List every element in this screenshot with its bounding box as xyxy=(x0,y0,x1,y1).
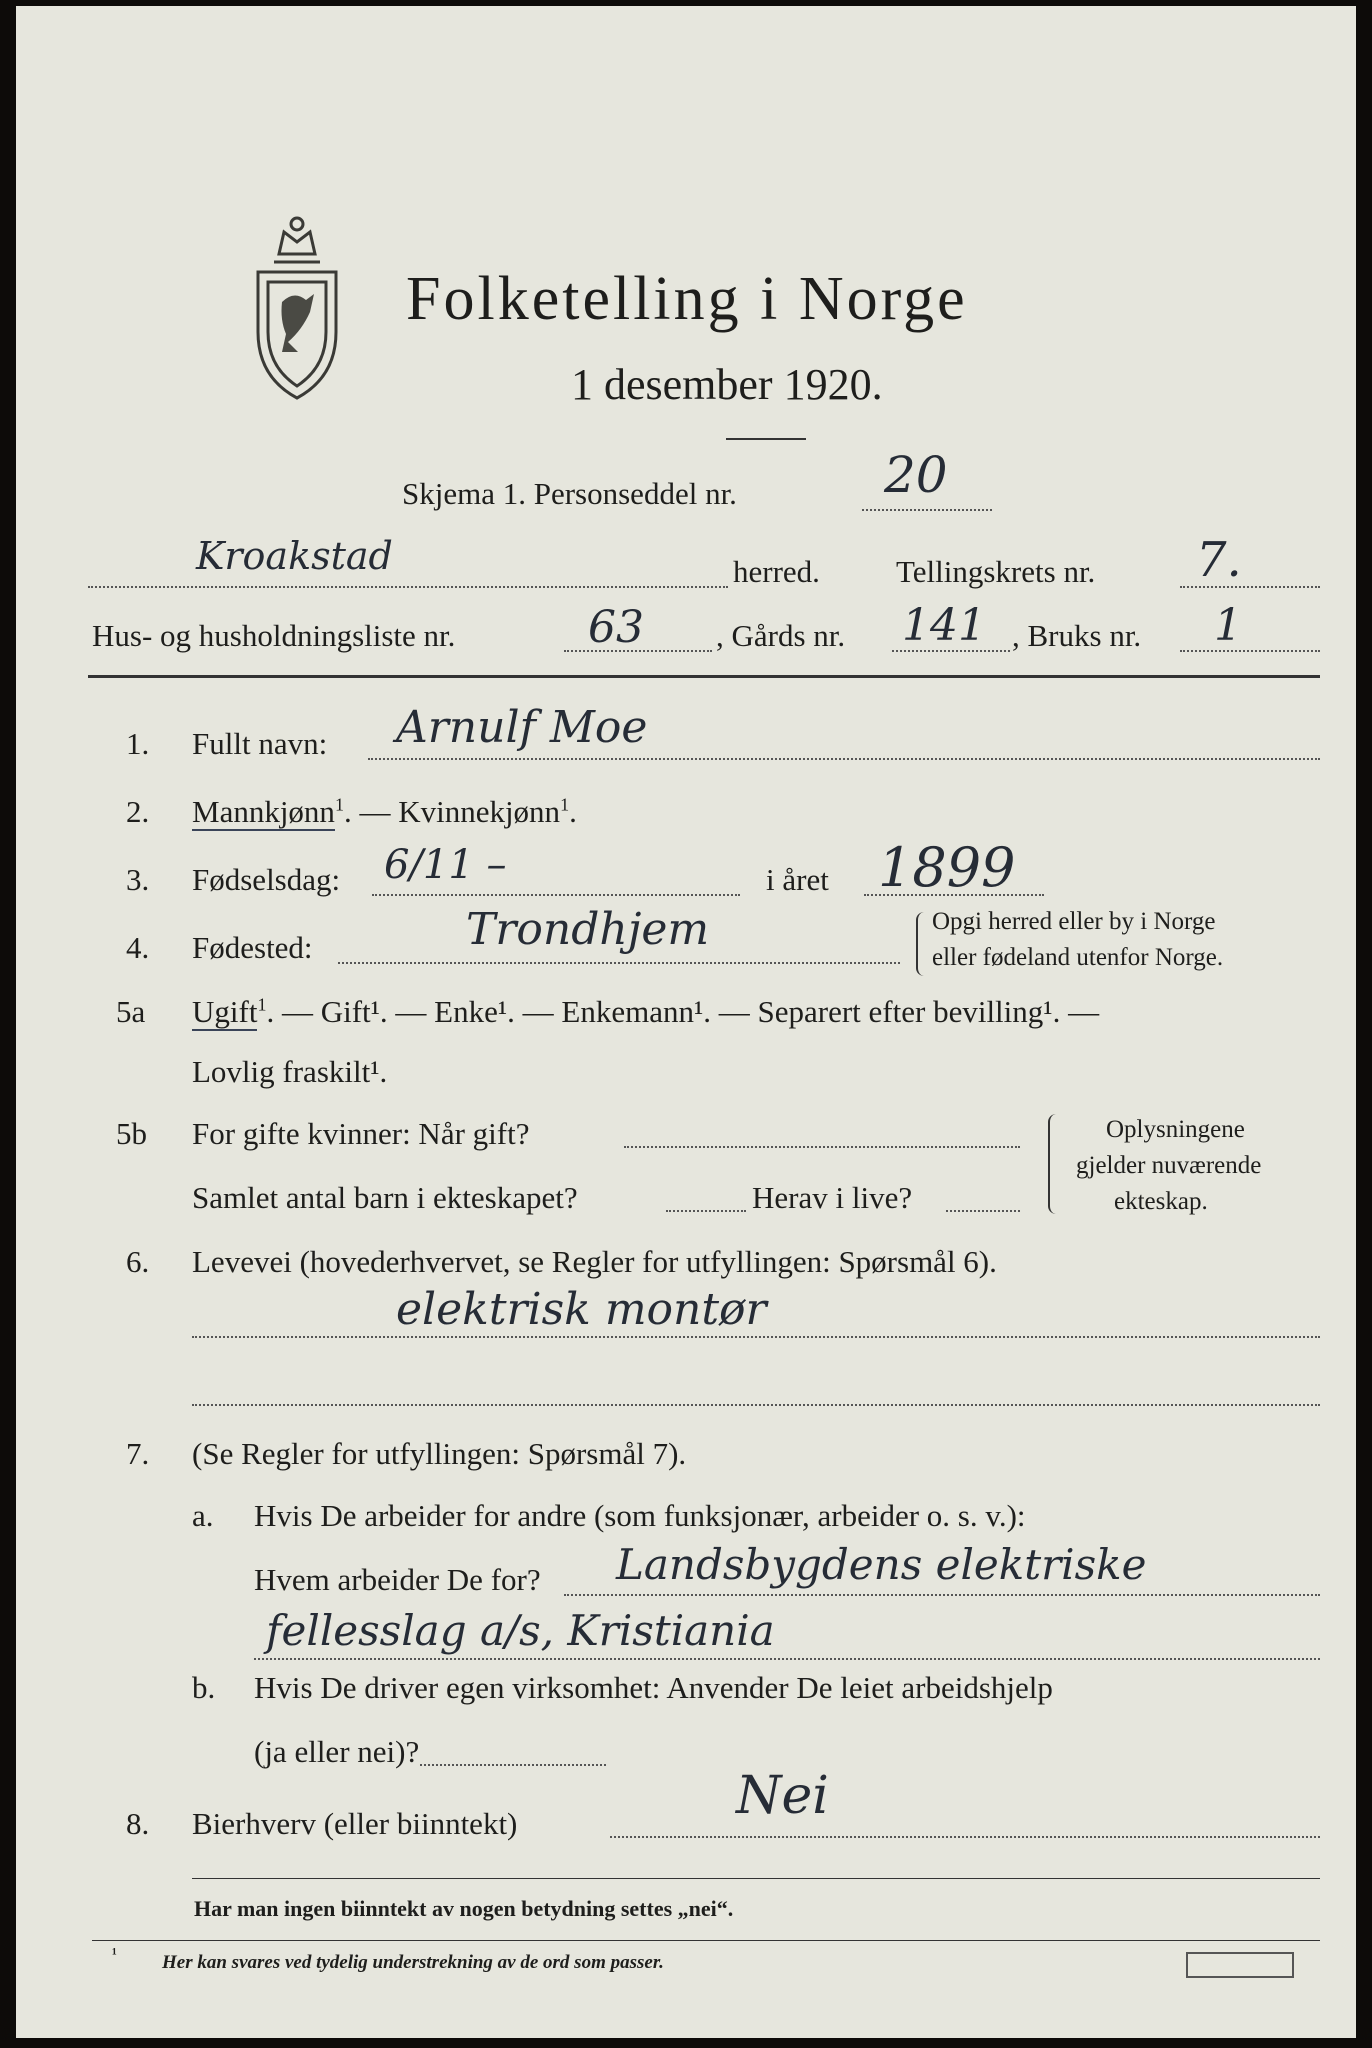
hus-label: Hus- og husholdningsliste nr. xyxy=(92,618,456,653)
q5a-ugift-option: Ugift xyxy=(192,994,258,1029)
q3-day-line xyxy=(372,894,740,896)
herred-label: herred. xyxy=(733,554,820,589)
tellingskrets-label: Tellingskrets nr. xyxy=(896,554,1096,589)
skjema-label: Skjema 1. Personseddel nr. xyxy=(402,476,737,511)
personseddel-line xyxy=(862,509,992,511)
footnote-divider xyxy=(92,1940,1320,1941)
census-form-page xyxy=(16,6,1356,2038)
header-divider xyxy=(88,675,1320,678)
q5b-label-alive: Herav i live? xyxy=(752,1180,913,1215)
form-title: Folketelling i Norge xyxy=(406,265,968,333)
q7a-text: Hvis De arbeider for andre (som funksjonær, arbeider o. s. v.): xyxy=(254,1498,1026,1533)
q7b-letter: b. xyxy=(192,1670,216,1705)
hus-value: 63 xyxy=(588,602,644,653)
gards-value: 141 xyxy=(902,600,986,651)
bruks-label: , Bruks nr. xyxy=(1012,618,1142,653)
notes-divider xyxy=(192,1878,1320,1879)
footnote-text: Her kan svares ved tydelig understrekning av de ord som passer. xyxy=(162,1952,664,1973)
q4-value: Trondhjem xyxy=(466,904,710,955)
q5b-label-children: Samlet antal barn i ekteskapet? xyxy=(192,1180,578,1215)
q5a-options: Ugift$^1$. — Gift¹. — Enke¹. — Enkemann¹. — Separert efter bevilling¹. — xyxy=(192,994,1100,1029)
q5b-number: 5b xyxy=(116,1116,147,1151)
q1-line xyxy=(368,758,1320,760)
q5b-note-line2: gjelder nuværende xyxy=(1076,1152,1262,1179)
q5b-label-married: For gifte kvinner: Når gift? xyxy=(192,1116,530,1151)
q2-options: Mannkjønn$^1$. — Kvinnekjønn$^1$. xyxy=(192,794,577,829)
form-date: 1 desember 1920. xyxy=(571,360,883,409)
q4-note-line2: eller fødeland utenfor Norge. xyxy=(932,944,1224,971)
q2-male-option: Mannkjønn xyxy=(192,794,335,829)
herred-line xyxy=(88,586,728,588)
q2-separator: . — xyxy=(343,794,399,829)
q8-number: 8. xyxy=(126,1806,150,1841)
gards-label: , Gårds nr. xyxy=(716,618,846,653)
q6-label: Levevei (hovederhvervet, se Regler for utfyllingen: Spørsmål 6). xyxy=(192,1244,997,1279)
q5a-line2: Lovlig fraskilt¹. xyxy=(192,1054,388,1089)
q7b-text: Hvis De driver egen virksomhet: Anvender De leiet arbeidshjelp xyxy=(254,1670,1053,1705)
q5b-married-line xyxy=(624,1146,1020,1148)
q7-label: (Se Regler for utfyllingen: Spørsmål 7). xyxy=(192,1436,687,1471)
q3-year-label: i året xyxy=(766,862,829,897)
q2-number: 2. xyxy=(126,794,150,829)
q1-value: Arnulf Moe xyxy=(396,702,648,753)
title-divider xyxy=(726,438,806,440)
bruks-value: 1 xyxy=(1214,600,1242,651)
q7-number: 7. xyxy=(126,1436,150,1471)
q2-female-option: Kvinnekjønn xyxy=(398,794,561,829)
q4-number: 4. xyxy=(126,930,150,965)
q3-day-value: 6/11 – xyxy=(384,842,507,888)
q5b-children-line xyxy=(666,1210,746,1212)
q1-number: 1. xyxy=(126,726,150,761)
q3-year-value: 1899 xyxy=(878,836,1016,899)
footnote-mark: ¹ xyxy=(112,1946,117,1963)
q8-label: Bierhverv (eller biinntekt) xyxy=(192,1806,518,1841)
q5a-number: 5a xyxy=(116,994,146,1029)
q7a-label: Hvem arbeider De for? xyxy=(254,1562,541,1597)
q7a-line1 xyxy=(564,1594,1320,1596)
q7a-value2: fellesslag a/s, Kristiania xyxy=(266,1606,775,1655)
q1-label: Fullt navn: xyxy=(192,726,328,761)
q3-number: 3. xyxy=(126,862,150,897)
q7a-value1: Landsbygdens elektriske xyxy=(616,1540,1147,1589)
herred-value: Kroakstad xyxy=(196,534,393,578)
q5a-other-options: . — Gift¹. — Enke¹. — Enkemann¹. — Separert efter bevilling¹. — xyxy=(266,994,1100,1029)
q6-line1 xyxy=(192,1336,1320,1338)
q5b-note-line3: ekteskap. xyxy=(1114,1188,1208,1215)
q8-value: Nei xyxy=(736,1766,829,1826)
q3-label: Fødselsdag: xyxy=(192,862,341,897)
q5b-alive-line xyxy=(946,1210,1020,1212)
q7b-line xyxy=(420,1764,606,1766)
q8-line xyxy=(610,1836,1320,1838)
q5b-brace xyxy=(1048,1114,1060,1214)
personseddel-value: 20 xyxy=(884,446,948,504)
bruks-line xyxy=(1180,650,1320,652)
q6-value: elektrisk montør xyxy=(396,1284,767,1335)
q6-line2 xyxy=(192,1404,1320,1406)
q4-line xyxy=(338,962,900,964)
q7a-letter: a. xyxy=(192,1498,214,1533)
note-biinntekt: Har man ingen biinntekt av nogen betydning settes „nei“. xyxy=(194,1896,734,1921)
q4-brace xyxy=(916,912,928,976)
tellingskrets-value: 7. xyxy=(1196,532,1242,588)
q4-label: Fødested: xyxy=(192,930,313,965)
q2-end: . xyxy=(569,794,577,829)
q4-note-line1: Opgi herred eller by i Norge xyxy=(932,908,1216,935)
q5b-note-line1: Oplysningene xyxy=(1106,1116,1245,1143)
coat-of-arms-icon xyxy=(244,202,350,402)
q7a-line2 xyxy=(254,1658,1320,1660)
q7b-label: (ja eller nei)? xyxy=(254,1734,420,1769)
q6-number: 6. xyxy=(126,1244,150,1279)
printer-stamp xyxy=(1186,1952,1294,1978)
